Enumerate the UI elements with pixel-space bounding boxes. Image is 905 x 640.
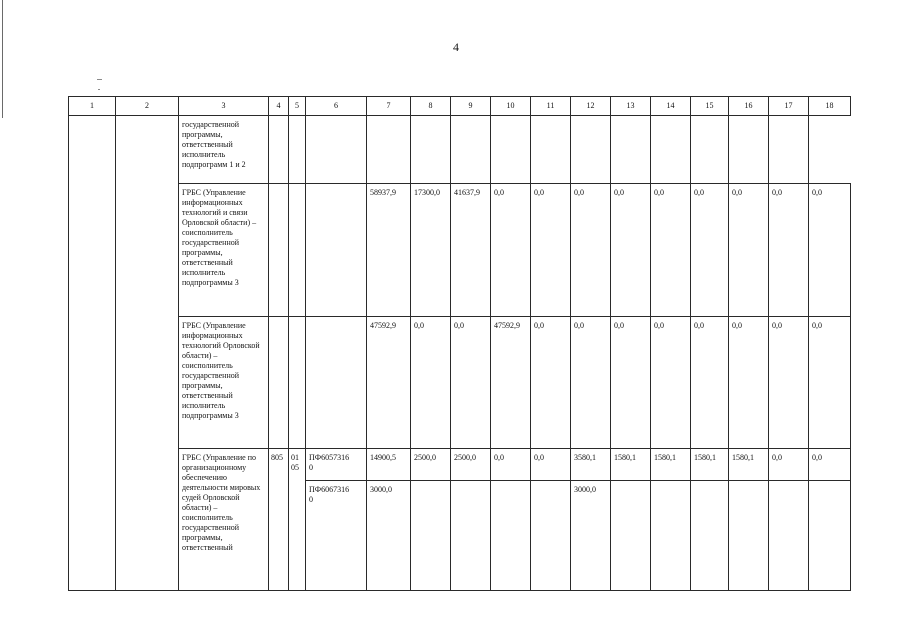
scan-speck xyxy=(98,89,100,90)
table-header-row xyxy=(69,97,851,116)
amount-cell: 47592,9 xyxy=(367,317,411,449)
table-cell xyxy=(651,116,691,184)
header-cell-col-15: 15 xyxy=(691,97,729,116)
scan-edge-line xyxy=(2,0,3,118)
header-cell-col-12: 12 xyxy=(571,97,611,116)
table-cell xyxy=(531,116,571,184)
table-cell xyxy=(611,481,651,591)
table-cell xyxy=(289,184,306,317)
amount-cell: 0,0 xyxy=(571,184,611,317)
budget-table xyxy=(68,96,851,591)
table-cell xyxy=(611,116,651,184)
target-code-cell xyxy=(306,481,367,591)
table-cell xyxy=(289,116,306,184)
amount-cell: 17300,0 xyxy=(411,184,451,317)
amount-cell: 0,0 xyxy=(531,184,571,317)
amount-cell: 14900,5 xyxy=(367,449,411,481)
header-cell-col-7: 7 xyxy=(367,97,411,116)
amount-cell: 0,0 xyxy=(691,184,729,317)
header-cell-col-11: 11 xyxy=(531,97,571,116)
target-code-text: ПФ60673160 xyxy=(309,485,350,504)
table-row xyxy=(69,449,851,481)
header-cell-col-6: 6 xyxy=(306,97,367,116)
target-code-cell xyxy=(306,449,367,481)
amount-cell: 1580,1 xyxy=(611,449,651,481)
table-row xyxy=(69,317,851,449)
column-1-merged-cell xyxy=(69,116,116,591)
table-cell xyxy=(306,184,367,317)
amount-cell: 0,0 xyxy=(809,317,851,449)
table-cell xyxy=(367,116,411,184)
amount-cell: 0,0 xyxy=(491,449,531,481)
table-cell xyxy=(451,116,491,184)
table-cell xyxy=(769,481,809,591)
header-cell-col-14: 14 xyxy=(651,97,691,116)
amount-cell: 0,0 xyxy=(651,317,691,449)
amount-cell: 1580,1 xyxy=(729,449,769,481)
table-cell xyxy=(269,317,289,449)
table-cell xyxy=(411,116,451,184)
amount-cell: 0,0 xyxy=(611,184,651,317)
ministry-code-cell: 805 xyxy=(269,449,289,591)
table-cell xyxy=(809,481,851,591)
section-code-cell: 01 05 xyxy=(289,449,306,591)
amount-cell: 58937,9 xyxy=(367,184,411,317)
table-cell xyxy=(651,481,691,591)
table-row xyxy=(69,116,851,184)
header-cell-col-16: 16 xyxy=(729,97,769,116)
table-cell xyxy=(729,481,769,591)
amount-cell: 1580,1 xyxy=(691,449,729,481)
amount-cell: 0,0 xyxy=(531,449,571,481)
header-cell-col-10: 10 xyxy=(491,97,531,116)
recipient-description: ГРБС (Управление информационных технологий Орловской области) – соисполнитель государственной программы, ответственный исполнитель подпрограммы 3 xyxy=(179,317,269,449)
header-cell-col-3: 3 xyxy=(179,97,269,116)
table-row xyxy=(69,184,851,317)
header-cell-col-9: 9 xyxy=(451,97,491,116)
table-cell xyxy=(306,116,367,184)
column-2-merged-cell xyxy=(116,116,179,591)
scan-speck xyxy=(97,79,102,80)
amount-cell: 2500,0 xyxy=(411,449,451,481)
amount-cell: 47592,9 xyxy=(491,317,531,449)
table-cell xyxy=(491,116,531,184)
header-cell-col-1: 1 xyxy=(69,97,116,116)
amount-cell: 0,0 xyxy=(769,317,809,449)
table-cell xyxy=(289,317,306,449)
amount-cell: 3580,1 xyxy=(571,449,611,481)
amount-cell: 41637,9 xyxy=(451,184,491,317)
table-cell xyxy=(531,481,571,591)
amount-cell: 0,0 xyxy=(411,317,451,449)
amount-cell: 0,0 xyxy=(571,317,611,449)
table-cell xyxy=(411,481,451,591)
page-number: 4 xyxy=(453,40,459,54)
table-cell xyxy=(571,116,611,184)
header-cell-col-17: 17 xyxy=(769,97,809,116)
table-cell xyxy=(451,481,491,591)
amount-cell: 0,0 xyxy=(769,449,809,481)
amount-cell: 0,0 xyxy=(491,184,531,317)
amount-cell: 0,0 xyxy=(531,317,571,449)
amount-cell: 0,0 xyxy=(729,317,769,449)
amount-cell: 0,0 xyxy=(809,449,851,481)
header-cell-col-2: 2 xyxy=(116,97,179,116)
header-cell-col-18: 18 xyxy=(809,97,851,116)
amount-cell: 0,0 xyxy=(769,184,809,317)
table-cell xyxy=(691,116,729,184)
table-cell xyxy=(269,184,289,317)
header-cell-col-13: 13 xyxy=(611,97,651,116)
recipient-description: ГРБС (Управление по организационному обеспечению деятельности мировых судей Орловской области) – соисполнитель государственной программы, ответственный xyxy=(179,449,269,591)
amount-cell: 0,0 xyxy=(809,184,851,317)
amount-cell: 0,0 xyxy=(451,317,491,449)
target-code-text: ПФ60573160 xyxy=(309,453,350,472)
table-cell xyxy=(269,116,289,184)
amount-cell: 1580,1 xyxy=(651,449,691,481)
amount-cell: 3000,0 xyxy=(571,481,611,591)
amount-cell: 0,0 xyxy=(729,184,769,317)
header-cell-col-4: 4 xyxy=(269,97,289,116)
table-cell xyxy=(729,116,769,184)
amount-cell: 0,0 xyxy=(611,317,651,449)
table-cell xyxy=(491,481,531,591)
amount-cell: 3000,0 xyxy=(367,481,411,591)
header-cell-col-8: 8 xyxy=(411,97,451,116)
header-cell-col-5: 5 xyxy=(289,97,306,116)
table-cell xyxy=(769,116,809,184)
table-cell xyxy=(691,481,729,591)
amount-cell: 0,0 xyxy=(651,184,691,317)
amount-cell: 0,0 xyxy=(691,317,729,449)
table-cell xyxy=(306,317,367,449)
recipient-description: государственной программы, ответственный исполнитель подпрограмм 1 и 2 xyxy=(179,116,269,184)
amount-cell: 2500,0 xyxy=(451,449,491,481)
recipient-description: ГРБС (Управление информационных технологий и связи Орловской области) – соисполнитель государственной программы, ответственный исполнитель подпрограммы 3 xyxy=(179,184,269,317)
